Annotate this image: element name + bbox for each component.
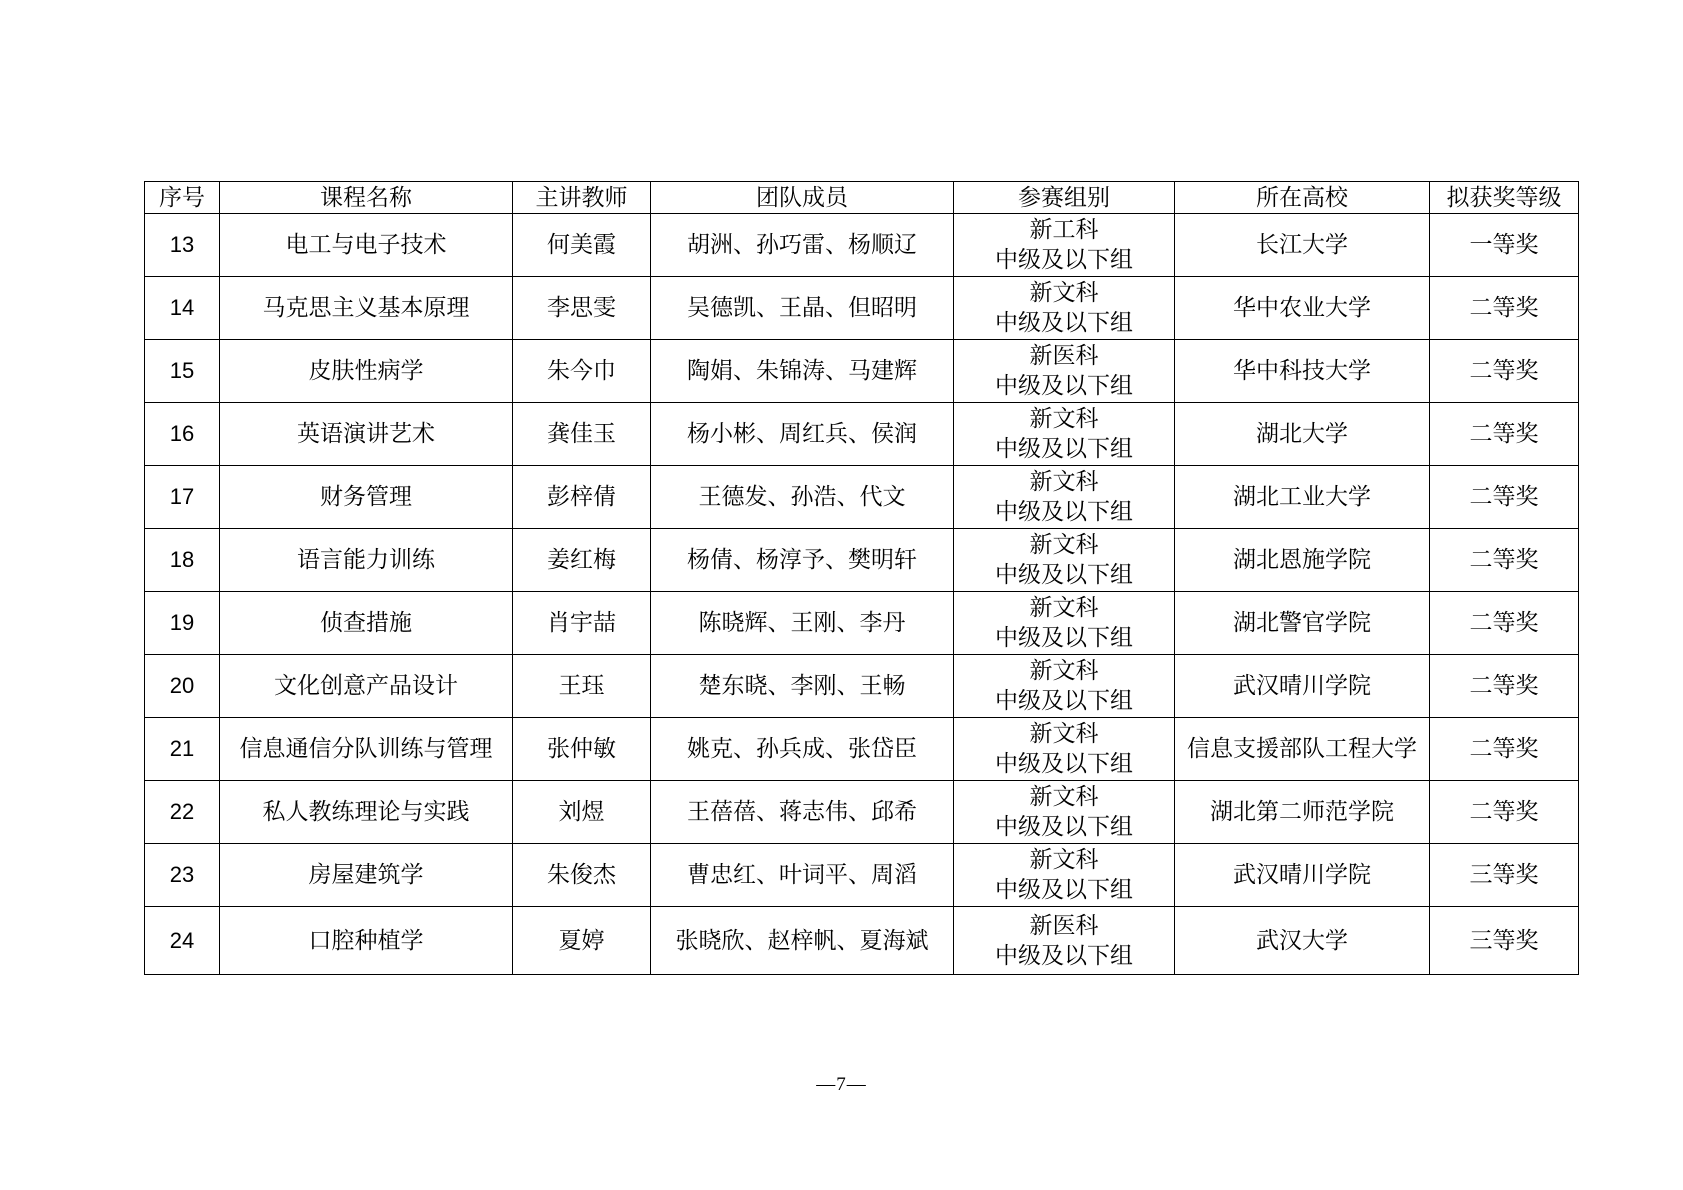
cell-group	[954, 781, 1175, 844]
cell-school: 湖北工业大学	[1175, 466, 1430, 529]
cell-seq: 13	[145, 214, 220, 277]
cell-group	[954, 277, 1175, 340]
group-level: 中级及以下组	[995, 499, 1133, 525]
cell-teacher: 李思雯	[513, 277, 651, 340]
cell-school: 湖北第二师范学院	[1175, 781, 1430, 844]
cell-award: 二等奖	[1430, 403, 1579, 466]
awards-table	[144, 181, 1579, 975]
table-row	[145, 529, 1579, 592]
group-level: 中级及以下组	[995, 373, 1133, 399]
cell-seq: 22	[145, 781, 220, 844]
cell-group	[954, 214, 1175, 277]
cell-teacher: 王珏	[513, 655, 651, 718]
cell-teacher: 龚佳玉	[513, 403, 651, 466]
group-level: 中级及以下组	[995, 751, 1133, 777]
cell-school: 华中农业大学	[1175, 277, 1430, 340]
group-level: 中级及以下组	[995, 942, 1133, 969]
cell-seq: 18	[145, 529, 220, 592]
cell-teacher: 肖宇喆	[513, 592, 651, 655]
header-award: 拟获奖等级	[1430, 182, 1579, 214]
cell-seq: 19	[145, 592, 220, 655]
header-course: 课程名称	[220, 182, 513, 214]
cell-award: 二等奖	[1430, 277, 1579, 340]
cell-award: 二等奖	[1430, 592, 1579, 655]
header-group: 参赛组别	[954, 182, 1175, 214]
cell-teacher: 朱今巾	[513, 340, 651, 403]
cell-teacher: 彭梓倩	[513, 466, 651, 529]
cell-seq: 16	[145, 403, 220, 466]
cell-members: 陶娟、朱锦涛、马建辉	[651, 340, 954, 403]
cell-members: 曹忠红、叶词平、周滔	[651, 844, 954, 907]
table-row	[145, 466, 1579, 529]
group-category: 新文科	[1029, 847, 1099, 873]
cell-school: 信息支援部队工程大学	[1175, 718, 1430, 781]
cell-school: 湖北警官学院	[1175, 592, 1430, 655]
group-level: 中级及以下组	[995, 688, 1133, 714]
group-category: 新文科	[1029, 469, 1099, 495]
cell-seq: 15	[145, 340, 220, 403]
cell-members: 张晓欣、赵梓帆、夏海斌	[651, 907, 954, 975]
cell-school: 武汉晴川学院	[1175, 655, 1430, 718]
cell-group	[954, 844, 1175, 907]
group-category: 新文科	[1029, 406, 1099, 432]
cell-group	[954, 529, 1175, 592]
cell-group	[954, 907, 1175, 975]
cell-seq: 17	[145, 466, 220, 529]
cell-teacher: 刘煜	[513, 781, 651, 844]
cell-group	[954, 655, 1175, 718]
cell-award: 二等奖	[1430, 781, 1579, 844]
cell-members: 杨倩、杨淳予、樊明轩	[651, 529, 954, 592]
cell-teacher: 朱俊杰	[513, 844, 651, 907]
group-level: 中级及以下组	[995, 562, 1133, 588]
group-category: 新文科	[1029, 658, 1099, 684]
cell-teacher: 夏婷	[513, 907, 651, 975]
cell-members: 吴德凯、王晶、但昭明	[651, 277, 954, 340]
table-row	[145, 655, 1579, 718]
cell-award: 一等奖	[1430, 214, 1579, 277]
cell-school: 华中科技大学	[1175, 340, 1430, 403]
table-row	[145, 340, 1579, 403]
header-school: 所在高校	[1175, 182, 1430, 214]
table-row	[145, 214, 1579, 277]
cell-award: 二等奖	[1430, 718, 1579, 781]
group-level: 中级及以下组	[995, 310, 1133, 336]
cell-course: 文化创意产品设计	[220, 655, 513, 718]
cell-seq: 21	[145, 718, 220, 781]
group-category: 新文科	[1029, 721, 1099, 747]
header-teacher: 主讲教师	[513, 182, 651, 214]
cell-course: 电工与电子技术	[220, 214, 513, 277]
header-row	[145, 182, 1579, 214]
group-category: 新工科	[1029, 217, 1099, 243]
cell-seq: 20	[145, 655, 220, 718]
page-number: —7—	[816, 1074, 867, 1095]
cell-group	[954, 403, 1175, 466]
cell-award: 二等奖	[1430, 529, 1579, 592]
cell-members: 姚克、孙兵成、张岱臣	[651, 718, 954, 781]
cell-course: 皮肤性病学	[220, 340, 513, 403]
group-category: 新文科	[1029, 784, 1099, 810]
cell-seq: 23	[145, 844, 220, 907]
cell-seq: 14	[145, 277, 220, 340]
group-category: 新医科	[1029, 343, 1099, 369]
cell-award: 三等奖	[1430, 844, 1579, 907]
cell-course: 口腔种植学	[220, 907, 513, 975]
cell-course: 房屋建筑学	[220, 844, 513, 907]
cell-members: 胡洲、孙巧雷、杨顺辽	[651, 214, 954, 277]
table-row	[145, 907, 1579, 975]
cell-course: 财务管理	[220, 466, 513, 529]
cell-course: 英语演讲艺术	[220, 403, 513, 466]
cell-school: 湖北大学	[1175, 403, 1430, 466]
cell-course: 侦查措施	[220, 592, 513, 655]
cell-course: 信息通信分队训练与管理	[220, 718, 513, 781]
cell-course: 私人教练理论与实践	[220, 781, 513, 844]
cell-course: 语言能力训练	[220, 529, 513, 592]
group-level: 中级及以下组	[995, 247, 1133, 273]
cell-members: 陈晓辉、王刚、李丹	[651, 592, 954, 655]
table-row	[145, 277, 1579, 340]
table-row	[145, 844, 1579, 907]
table-header	[145, 182, 1579, 214]
group-category: 新文科	[1029, 532, 1099, 558]
cell-teacher: 张仲敏	[513, 718, 651, 781]
group-level: 中级及以下组	[995, 814, 1133, 840]
group-category: 新文科	[1029, 595, 1099, 621]
cell-school: 武汉大学	[1175, 907, 1430, 975]
table-row	[145, 718, 1579, 781]
cell-teacher: 何美霞	[513, 214, 651, 277]
cell-school: 湖北恩施学院	[1175, 529, 1430, 592]
table-body	[145, 214, 1579, 975]
group-level: 中级及以下组	[995, 436, 1133, 462]
cell-award: 二等奖	[1430, 655, 1579, 718]
header-seq: 序号	[145, 182, 220, 214]
cell-school: 武汉晴川学院	[1175, 844, 1430, 907]
cell-members: 楚东晓、李刚、王畅	[651, 655, 954, 718]
cell-award: 二等奖	[1430, 466, 1579, 529]
cell-group	[954, 718, 1175, 781]
cell-group	[954, 466, 1175, 529]
cell-teacher: 姜红梅	[513, 529, 651, 592]
cell-award: 二等奖	[1430, 340, 1579, 403]
cell-group	[954, 340, 1175, 403]
group-category: 新文科	[1029, 280, 1099, 306]
cell-members: 王蓓蓓、蒋志伟、邱希	[651, 781, 954, 844]
table-row	[145, 403, 1579, 466]
cell-course: 马克思主义基本原理	[220, 277, 513, 340]
group-level: 中级及以下组	[995, 625, 1133, 651]
group-level: 中级及以下组	[995, 877, 1133, 903]
cell-members: 王德发、孙浩、代文	[651, 466, 954, 529]
group-category: 新医科	[1029, 912, 1099, 939]
table-row	[145, 592, 1579, 655]
header-members: 团队成员	[651, 182, 954, 214]
table-row	[145, 781, 1579, 844]
cell-seq: 24	[145, 907, 220, 975]
cell-award: 三等奖	[1430, 907, 1579, 975]
cell-school: 长江大学	[1175, 214, 1430, 277]
cell-members: 杨小彬、周红兵、侯润	[651, 403, 954, 466]
cell-group	[954, 592, 1175, 655]
